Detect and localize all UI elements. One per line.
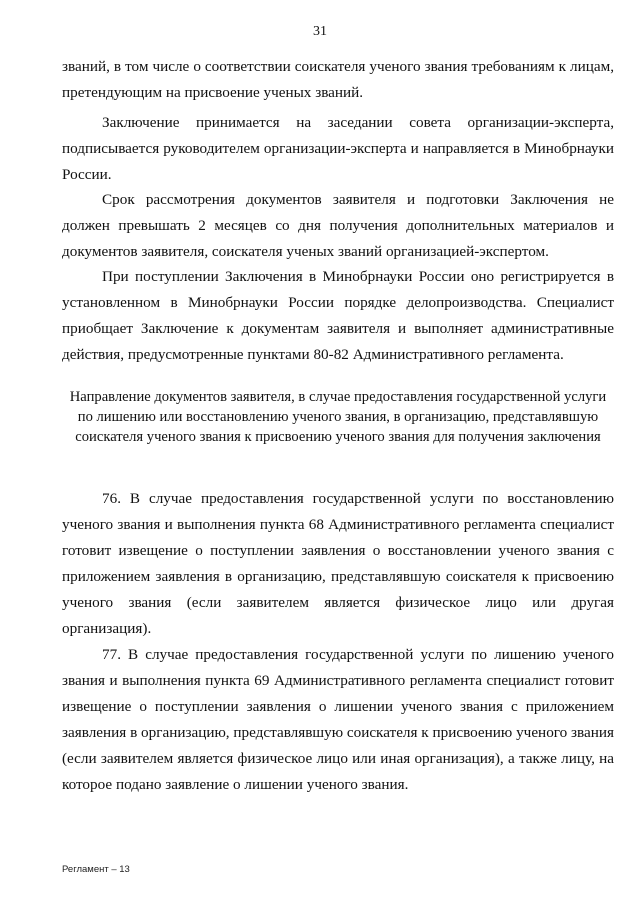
footer-code: Регламент – 13	[62, 864, 130, 875]
clause-76: 76. В случае предоставления государственной услуги по восстановлению ученого звания и выполнения пункта 68 Административного регламента специалист готовит извещение о поступлении заявления о восстановлении ученого звания с приложением заявления в организацию, представлявшую соискателя к присвоению ученого звания (если заявителем является физическое лицо или другая организация).	[62, 490, 614, 637]
section-heading: Направление документов заявителя, в случае предоставления государственной услуги по лишению или восстановлению ученого звания, в организацию, представлявшую соискателя ученого звания к присвоению ученого звания для получения заключения	[69, 389, 607, 445]
conclusion-adoption-paragraph: Заключение принимается на заседании совета организации-эксперта, подписывается руководителем организации-эксперта и направляется в Минобрнауки России.	[62, 114, 614, 183]
clause-77: 77. В случае предоставления государственной услуги по лишению ученого звания и выполнения пункта 69 Административного регламента специалист готовит извещение о поступлении заявления о лишении ученого звания с приложением заявления в организацию, представлявшую соискателя к присвоению ученого звания (если заявителем является физическое лицо или иная организация), а также лицу, на которое подано заявление о лишении ученого звания.	[62, 646, 614, 793]
review-period-paragraph: Срок рассмотрения документов заявителя и подготовки Заключения не должен превышать 2 месяцев со дня получения дополнительных материалов и документов заявителя, соискателя ученых званий организацией-экспертом.	[62, 191, 614, 260]
page-number: 31	[313, 24, 327, 39]
continued-paragraph: званий, в том числе о соответствии соискателя ученого звания требованиям к лицам, претендующим на присвоение ученых званий.	[62, 58, 614, 101]
registration-paragraph: При поступлении Заключения в Минобрнауки России оно регистрируется в установленном в Минобрнауки России порядке делопроизводства. Специалист приобщает Заключение к документам заявителя и выполняет административные действия, предусмотренные пунктами 80-82 Административного регламента.	[62, 268, 614, 363]
